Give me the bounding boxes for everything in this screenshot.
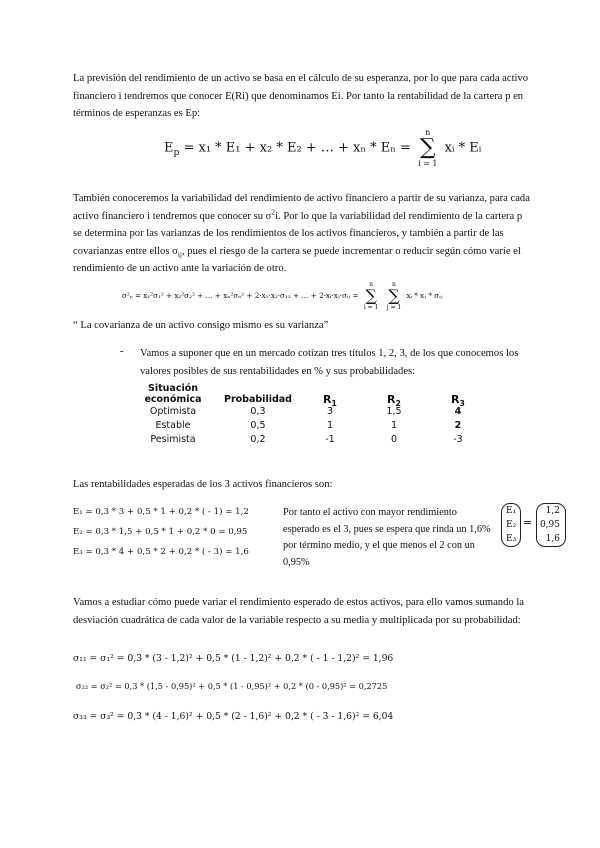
table-cell: 0,3 xyxy=(250,406,266,417)
table-cell: -3 xyxy=(453,434,463,445)
paragraph-expected-returns-intro: Las rentabilidades esperadas de los 3 activos financieros son: xyxy=(73,479,333,490)
eq-lhs: E xyxy=(164,140,174,156)
table-cell: Estable xyxy=(155,420,191,431)
table-cell: Optimista xyxy=(149,406,197,417)
col-header-probabilidad: Probabilidad xyxy=(224,394,292,405)
equation-sigma-33: σ₃₃ = σ₃² = 0,3 * (4 - 1,6)² + 0,5 * (2 - 1,6)² + 0,2 * ( - 3 - 1,6)² = 6,04 xyxy=(73,711,394,722)
eq-lhs-sub: p xyxy=(173,148,180,159)
vector-equals: = xyxy=(523,516,533,529)
summation-i: n ∑ i = 1 xyxy=(363,281,379,311)
col-header-r3: $R_3$ xyxy=(451,393,465,409)
col-header-situacion: Situación económica xyxy=(144,383,202,405)
var-term: xᵢ * xⱼ * σᵢⱼ xyxy=(406,291,443,300)
col-header-r2: $R_2$ xyxy=(387,393,401,409)
col-header-r1: $R_1$ xyxy=(323,393,337,409)
table-row xyxy=(128,433,490,447)
table-cell: 4 xyxy=(454,406,462,417)
expected-return-equations xyxy=(73,502,249,562)
equation-portfolio-variance xyxy=(122,281,443,311)
equation-e1: E₁ = 0,3 * 3 + 0,5 * 1 + 0,2 * ( - 1) = 1,2 xyxy=(73,507,249,517)
bullet-marker: - xyxy=(120,345,124,357)
quote-covariance: “ La covarianza de un activo consigo mismo es su varianza” xyxy=(73,320,329,331)
table-cell: 2 xyxy=(454,420,462,431)
table-cell: 0 xyxy=(390,434,397,445)
sum-upper: n xyxy=(425,128,431,137)
paragraph-conclusion: Por tanto el activo con mayor rendimiento esperado es el 3, pues se espera que rinda un 1,6% por término medio, y el que menos el 2 con un 0,95% xyxy=(283,507,491,568)
summation-symbol: n ∑ i = 1 xyxy=(417,128,438,168)
table-cell: 3 xyxy=(326,406,333,417)
table-header-row xyxy=(128,383,490,405)
returns-table xyxy=(128,383,490,447)
paragraph-variance-study: Vamos a estudiar cómo puede variar el rendimiento esperado de estos activos, para ello vamos sumando la desviación cuadrática de cada valor de la variable respecto a su media y multiplicada por su probabilidad: xyxy=(73,597,524,626)
table-cell: Pesimista xyxy=(150,434,196,445)
eq-rhs: = x₁ * E₁ + x₂ * E₂ + … + xₙ * Eₙ = xyxy=(183,140,411,156)
var-rhs: = x₁²σ₁² + x₂²σ₂² + … + xₙ²σₙ² + 2·x₁·x₂·σ₁₂ + … + 2·xᵢ·xⱼ·σᵢⱼ = xyxy=(134,291,359,300)
paragraph-variance: También conoceremos la variabilidad del rendimiento de activo financiero a partir de su varianza, para cada activo financiero i tendremos que conocer su $\sigma^2i$. Por lo que la variabilidad del rendimiento de la cartera p se determina por las varianzas de los rendimientos de los activos financieros, y también a partir de las covarianzas entre ellos $\sigma_{ij}$, pues el riesgo de la cartera se puede incrementar o reducir según cómo varíe el rendimiento de un activo ante la variación de otro. xyxy=(73,193,530,274)
eq-term: xᵢ * Eᵢ xyxy=(444,140,482,156)
table-row xyxy=(128,419,490,433)
vector-values: 1,2 0,95 1,6 xyxy=(539,506,560,544)
sum-lower: i = 1 xyxy=(417,159,438,168)
table-cell: 1 xyxy=(390,420,397,431)
paragraph-expected-return: La previsión del rendimiento de un activo se basa en el cálculo de su esperanza, por lo que para cada activo financiero i tendremos que conocer E(Ri) que denominamos Ei. Por tanto la rentabilidad de la cartera p en términos de esperanzas es Ep: xyxy=(73,73,529,119)
equation-sigma-22: σ₂₂ = σ₂² = 0,3 * (1,5 - 0,95)² + 0,5 * (1 - 0,95)² + 0,2 * (0 - 0,95)² = 0,2725 xyxy=(76,681,388,691)
vector-labels: E₁ E₂ E₃ xyxy=(506,506,517,544)
equation-e3: E₃ = 0,3 * 4 + 0,5 * 2 + 0,2 * ( - 3) = 1,6 xyxy=(73,547,249,557)
table-cell: 1 xyxy=(326,420,333,431)
var-lhs: σ²ₚ xyxy=(122,291,133,300)
summation-j: n ∑ j = 1 xyxy=(386,281,402,311)
table-cell: 0,2 xyxy=(250,434,266,445)
table-cell: -1 xyxy=(325,434,335,445)
equation-portfolio-expected-return xyxy=(164,128,481,168)
table-cell: 0,5 xyxy=(250,420,266,431)
equation-sigma-11: σ₁₁ = σ₁² = 0,3 * (3 - 1,2)² + 0,5 * (1 - 1,2)² + 0,2 * ( - 1 - 1,2)² = 1,96 xyxy=(73,653,394,664)
bullet-text: Vamos a suponer que en un mercado cotizan tres títulos 1, 2, 3, de los que conocemos los valores posibles de sus rentabilidades en % y sus probabilidades: xyxy=(140,348,519,377)
table-cell: 1,5 xyxy=(386,406,402,417)
equation-e2: E₂ = 0,3 * 1,5 + 0,5 * 1 + 0,2 * 0 = 0,95 xyxy=(73,527,248,537)
table-row xyxy=(128,405,490,419)
